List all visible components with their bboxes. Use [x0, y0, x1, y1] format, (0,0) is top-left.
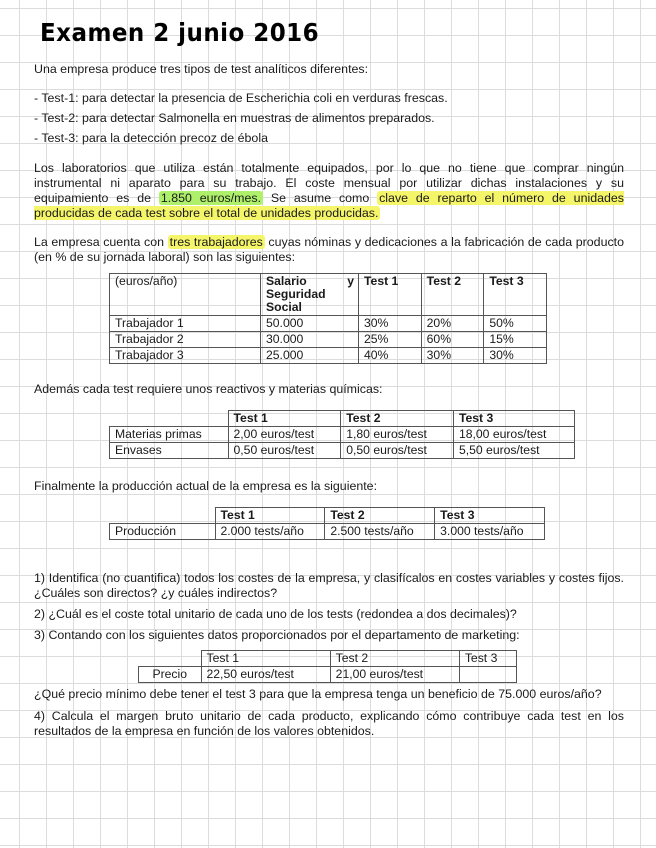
table-cell: Trabajador 1 [110, 316, 261, 332]
header-and: y [347, 274, 354, 288]
table-row [110, 274, 547, 316]
question-3: 3) Contando con los siguientes datos proporcionados por el departamento de marketing: [34, 628, 520, 642]
table-header-cell: Test 3 [459, 651, 516, 667]
table-cell: 0,50 euros/test [228, 443, 341, 459]
table-cell: 25% [359, 332, 422, 348]
labs-text: Los laboratorios que utiliza están totalmente equipados, por lo que no tiene que comprar ningún instrumental ni aparato para su trabajo. El coste mensual por utilizar dichas instalaciones y su equipamiento es de [34, 161, 624, 205]
header-social: Social [266, 300, 302, 314]
table-header-cell: Test 3 [484, 274, 547, 316]
header-salary: Salario [266, 274, 307, 288]
exam-document [34, 62, 624, 739]
table-row [110, 411, 575, 427]
list-item: - Test-1: para detectar la presencia de Escherichia coli en verduras frescas. [34, 91, 448, 105]
table-cell: 30.000 [261, 332, 359, 348]
table-row [110, 427, 575, 443]
table-header-cell: Test 3 [453, 411, 574, 427]
price-table [138, 650, 517, 683]
table-header-cell: Test 3 [435, 508, 545, 524]
question-4: 4) Calcula el margen bruto unitario de cada producto, explicando cómo contribuye cada test en los resultados de la empresa en función de los valores obtenidos. [34, 709, 624, 738]
workers-text: La empresa cuenta con [34, 235, 168, 249]
table-cell: 21,00 euros/test [330, 667, 459, 683]
table-header-cell: Test 1 [359, 274, 422, 316]
table-cell: 50% [484, 316, 547, 332]
question-3-follow: ¿Qué precio mínimo debe tener el test 3 para que la empresa tenga un beneficio de 75.000 euros/año? [34, 687, 602, 701]
table-cell: 2.500 tests/año [325, 524, 435, 540]
table-header-cell: (euros/año) [110, 274, 261, 316]
highlight-workers: tres trabajadores [169, 235, 263, 249]
table-cell: 40% [359, 348, 422, 364]
table-cell: Envases [110, 443, 229, 459]
table-cell: Precio [139, 667, 202, 683]
table-row [110, 348, 547, 364]
highlight-key: clave de reparto el número de unidades producidas de cada test sobre el total de unidades producidas. [34, 191, 624, 220]
table-cell: 1,80 euros/test [341, 427, 454, 443]
table-cell: 3.000 tests/año [435, 524, 545, 540]
table-header-cell: Test 1 [215, 508, 325, 524]
table-corner-cell [139, 651, 202, 667]
table-row [139, 667, 517, 683]
table-cell: 2.000 tests/año [215, 524, 325, 540]
intro-text: Una empresa produce tres tipos de test analíticos diferentes: [34, 62, 369, 76]
table-corner-cell [110, 508, 216, 524]
table-cell: Materias primas [110, 427, 229, 443]
table-cell: 30% [421, 348, 484, 364]
table-row [110, 524, 545, 540]
labs-text: Se asume como [263, 191, 378, 205]
list-item: - Test-3: para la detección precoz de ébola [34, 131, 268, 145]
table-cell: 50.000 [261, 316, 359, 332]
table-row [110, 508, 545, 524]
table-row [139, 651, 517, 667]
table-cell: 30% [484, 348, 547, 364]
table-header-cell: Test 2 [325, 508, 435, 524]
workers-table [109, 273, 547, 364]
table-row [110, 443, 575, 459]
table-cell: Producción [110, 524, 216, 540]
production-table [109, 507, 545, 540]
table-cell [459, 667, 516, 683]
production-intro: Finalmente la producción actual de la empresa es la siguiente: [34, 479, 378, 493]
tests-list [34, 91, 624, 146]
workers-paragraph [34, 235, 624, 265]
table-header-cell: Test 1 [201, 651, 330, 667]
table-row [110, 332, 547, 348]
table-header-cell [261, 274, 359, 316]
table-cell: 15% [484, 332, 547, 348]
table-cell: 30% [359, 316, 422, 332]
question-1: 1) Identifica (no cuantifica) todos los costes de la empresa, y clasifícalos en costes variables y costes fijos. ¿Cuáles son directos? ¿y cuáles indirectos? [34, 571, 624, 600]
workers-text: cuyas nóminas y dedicaciones a la fabricación de cada producto (en % de su jornada laboral) son las siguientes: [34, 235, 624, 264]
list-item: - Test-2: para detectar Salmonella en muestras de alimentos preparados. [34, 111, 435, 125]
table-header-cell: Test 2 [421, 274, 484, 316]
table-header-cell: Test 2 [341, 411, 454, 427]
labs-paragraph [34, 161, 624, 221]
table-cell: 2,00 euros/test [228, 427, 341, 443]
table-cell: 60% [421, 332, 484, 348]
table-cell: Trabajador 3 [110, 348, 261, 364]
table-cell: 20% [421, 316, 484, 332]
table-cell: 18,00 euros/test [453, 427, 574, 443]
materials-table [109, 410, 575, 459]
materials-intro: Además cada test requiere unos reactivos y materias químicas: [34, 382, 383, 396]
table-header-cell: Test 2 [330, 651, 459, 667]
table-cell: 22,50 euros/test [201, 667, 330, 683]
table-header-cell: Test 1 [228, 411, 341, 427]
table-cell: 0,50 euros/test [341, 443, 454, 459]
highlight-cost: 1.850 euros/mes. [160, 191, 262, 205]
table-cell: 25.000 [261, 348, 359, 364]
page-title: Examen 2 junio 2016 [40, 18, 320, 47]
table-cell: Trabajador 2 [110, 332, 261, 348]
table-corner-cell [110, 411, 229, 427]
table-cell: 5,50 euros/test [453, 443, 574, 459]
header-social-security: Seguridad [266, 287, 326, 301]
question-2: 2) ¿Cuál es el coste total unitario de cada uno de los tests (redondea a dos decimales)? [34, 607, 517, 621]
table-row [110, 316, 547, 332]
